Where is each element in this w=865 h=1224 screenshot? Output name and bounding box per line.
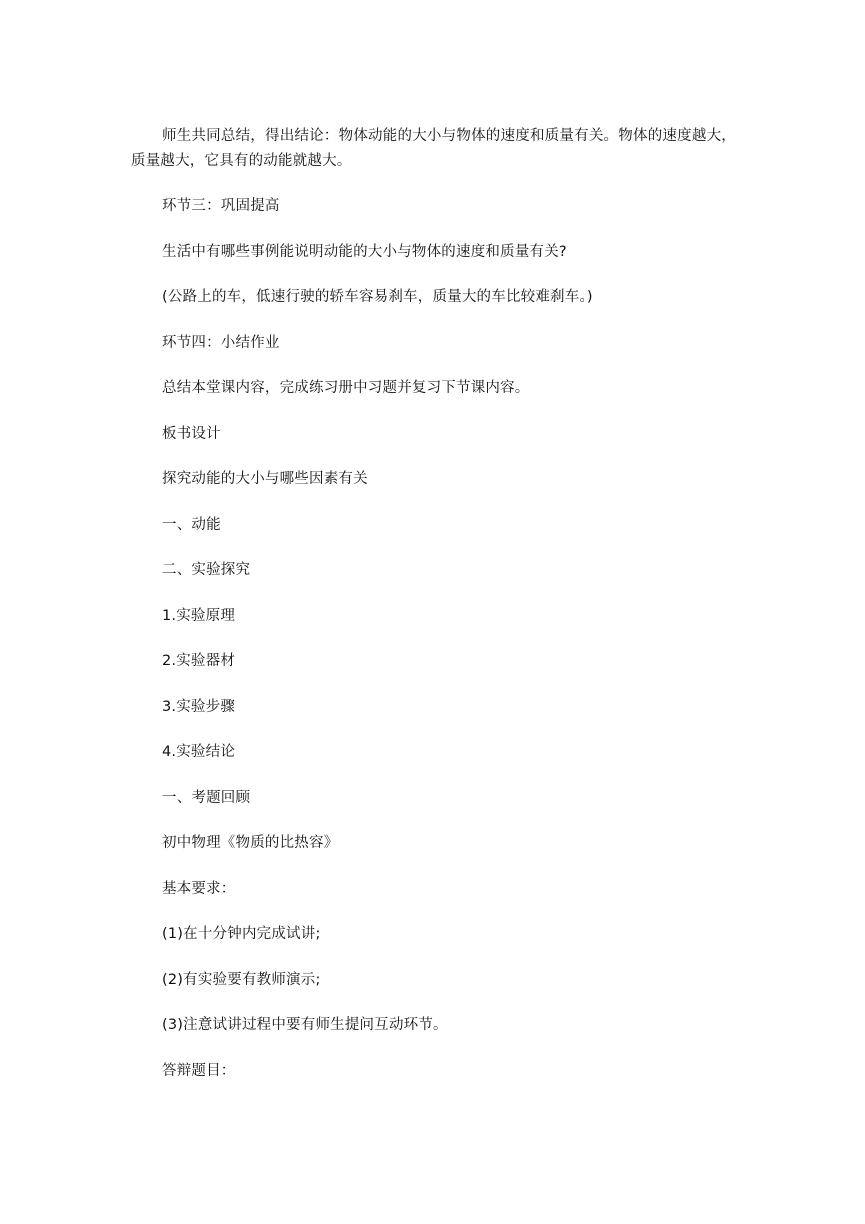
board-subitem-conclusion: 4.实验结论: [162, 744, 236, 760]
board-item-kinetic-energy: 一、动能: [162, 516, 221, 533]
topic-title: 初中物理《物质的比热容》: [162, 835, 339, 851]
section-heading-consolidation: 环节三：巩固提高: [162, 198, 280, 214]
board-subitem-equipment: 2.实验器材: [162, 653, 236, 669]
defense-questions-heading: 答辩题目：: [162, 1062, 236, 1079]
section-heading-review: 一、考题回顾: [162, 789, 251, 806]
paragraph-question: 生活中有哪些事例能说明动能的大小与物体的速度和质量有关?: [162, 243, 567, 260]
board-title: 探究动能的大小与哪些因素有关: [162, 471, 368, 487]
requirement-item-3: (3)注意试讲过程中要有师生提问互动环节。: [162, 1017, 448, 1033]
board-subitem-steps: 3.实验步骤: [162, 698, 236, 715]
section-heading-board-design: 板书设计: [162, 425, 221, 442]
paragraph-conclusion: 师生共同总结，得出结论：物体动能的大小与物体的速度和质量有关。物体的速度越大，质量越大，它具有的动能就越大。: [131, 128, 736, 169]
board-item-experiment: 二、实验探究: [162, 562, 251, 578]
requirement-item-2: (2)有实验要有教师演示;: [162, 971, 321, 988]
board-subitem-principle: 1.实验原理: [162, 607, 236, 624]
requirement-item-1: (1)在十分钟内完成试讲;: [162, 926, 321, 942]
section-heading-summary: 环节四：小结作业: [162, 334, 280, 351]
requirements-heading: 基本要求：: [162, 880, 236, 897]
paragraph-example: (公路上的车，低速行驶的轿车容易刹车，质量大的车比较难刹车。): [162, 289, 593, 305]
document-body: [131, 124, 736, 1104]
paragraph-homework: 总结本堂课内容，完成练习册中习题并复习下节课内容。: [162, 380, 530, 396]
